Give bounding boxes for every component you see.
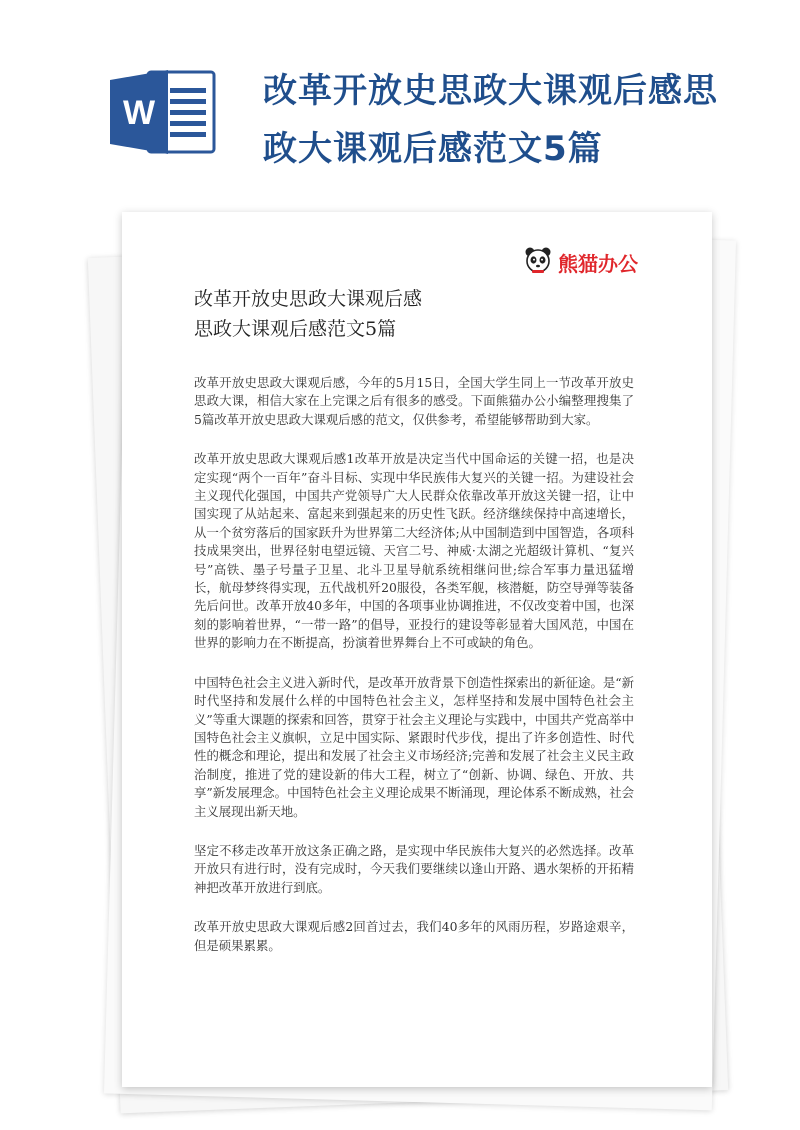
header-title [263,62,743,178]
svg-text:W: W [122,94,156,132]
header-title-line2: 政大课观后感范文5篇 [263,129,603,169]
header-title-line1: 改革开放史思政大课观后感思 [263,71,718,111]
document-title-line1: 改革开放史思政大课观后感 [194,288,423,310]
paragraph: 中国特色社会主义进入新时代，是改革开放背景下创造性探索出的新征途。是“新时代坚持和发展什么样的中国特色社会主义，怎样坚持和发展中国特色社会主义”等重大课题的探索和回答，贯穿于社会主义理论与实践中，中国共产党高举中国特色社会主义旗帜，立足中国实际、紧跟时代步伐，提出了许多创造性、时代性的概念和理论，提出和发展了社会主义市场经济;完善和发展了社会主义民主政治制度，推进了党的建设新的伟大工程，树立了“创新、协调、绿色、开放、共享”新发展理念。中国特色社会主义理论成果不断涌现，理论体系不断成熟，社会主义展现出新天地。 [194,674,635,819]
word-document-icon [108,66,218,158]
brand-logo [524,244,654,278]
document-title-line2: 思政大课观后感范文5篇 [194,318,397,340]
paragraph: 改革开放史思政大课观后感2回首过去，我们40多年的风雨历程，岁路途艰辛，但是硕果累累。 [194,919,634,953]
paragraph: 改革开放史思政大课观后感1改革开放是决定当代中国命运的关键一招，也是决定实现“两个一百年”奋斗目标、实现中华民族伟大复兴的关键一招。为建设社会主义现代化强国，中国共产党领导广大人民群众依靠改革开放这关键一招，让中国实现了从站起来、富起来到强起来的历史性飞跃。经济继续保持中高速增长，从一个贫穷落后的国家跃升为世界第二大经济体;从中国制造到中国智造，各项科技成果突出，世界径射电望远镜、天宫二号、神威·太湖之光超级计算机、“复兴号”高铁、墨子号量子卫星、北斗卫星导航系统相继问世;综合军事力量迅猛增长，航母梦终得实现，五代战机歼20服役，各类军舰，核潜艇，防空导弹等装备先后问世。改革开放40多年，中国的各项事业协调推进，不仅改变着中国，也深刻的影响着世界，“一带一路”的倡导，亚投行的建设等彰显着大国风范，中国在世界的影响力在不断提高，扮演着世界舞台上不可或缺的角色。 [194,451,634,651]
paragraph: 改革开放史思政大课观后感，今年的5月15日，全国大学生同上一节改革开放史思政大课，相信大家在上完课之后有很多的感受。下面熊猫办公小编整理搜集了5篇改革开放史思政大课观后感的范文，仅供参考，希望能够帮助到大家。 [194,375,634,427]
brand-name: 熊猫办公 [558,252,638,276]
document-body [194,374,634,976]
paragraph: 坚定不移走改革开放这条正确之路，是实现中华民族伟大复兴的必然选择。改革开放只有进行时，没有完成时，今天我们要继续以逢山开路、遇水架桥的开拓精神把改革开放进行到底。 [194,842,634,895]
document-page [122,212,712,1087]
panda-icon [524,246,552,274]
header-banner [0,0,800,200]
document-title [194,284,634,344]
